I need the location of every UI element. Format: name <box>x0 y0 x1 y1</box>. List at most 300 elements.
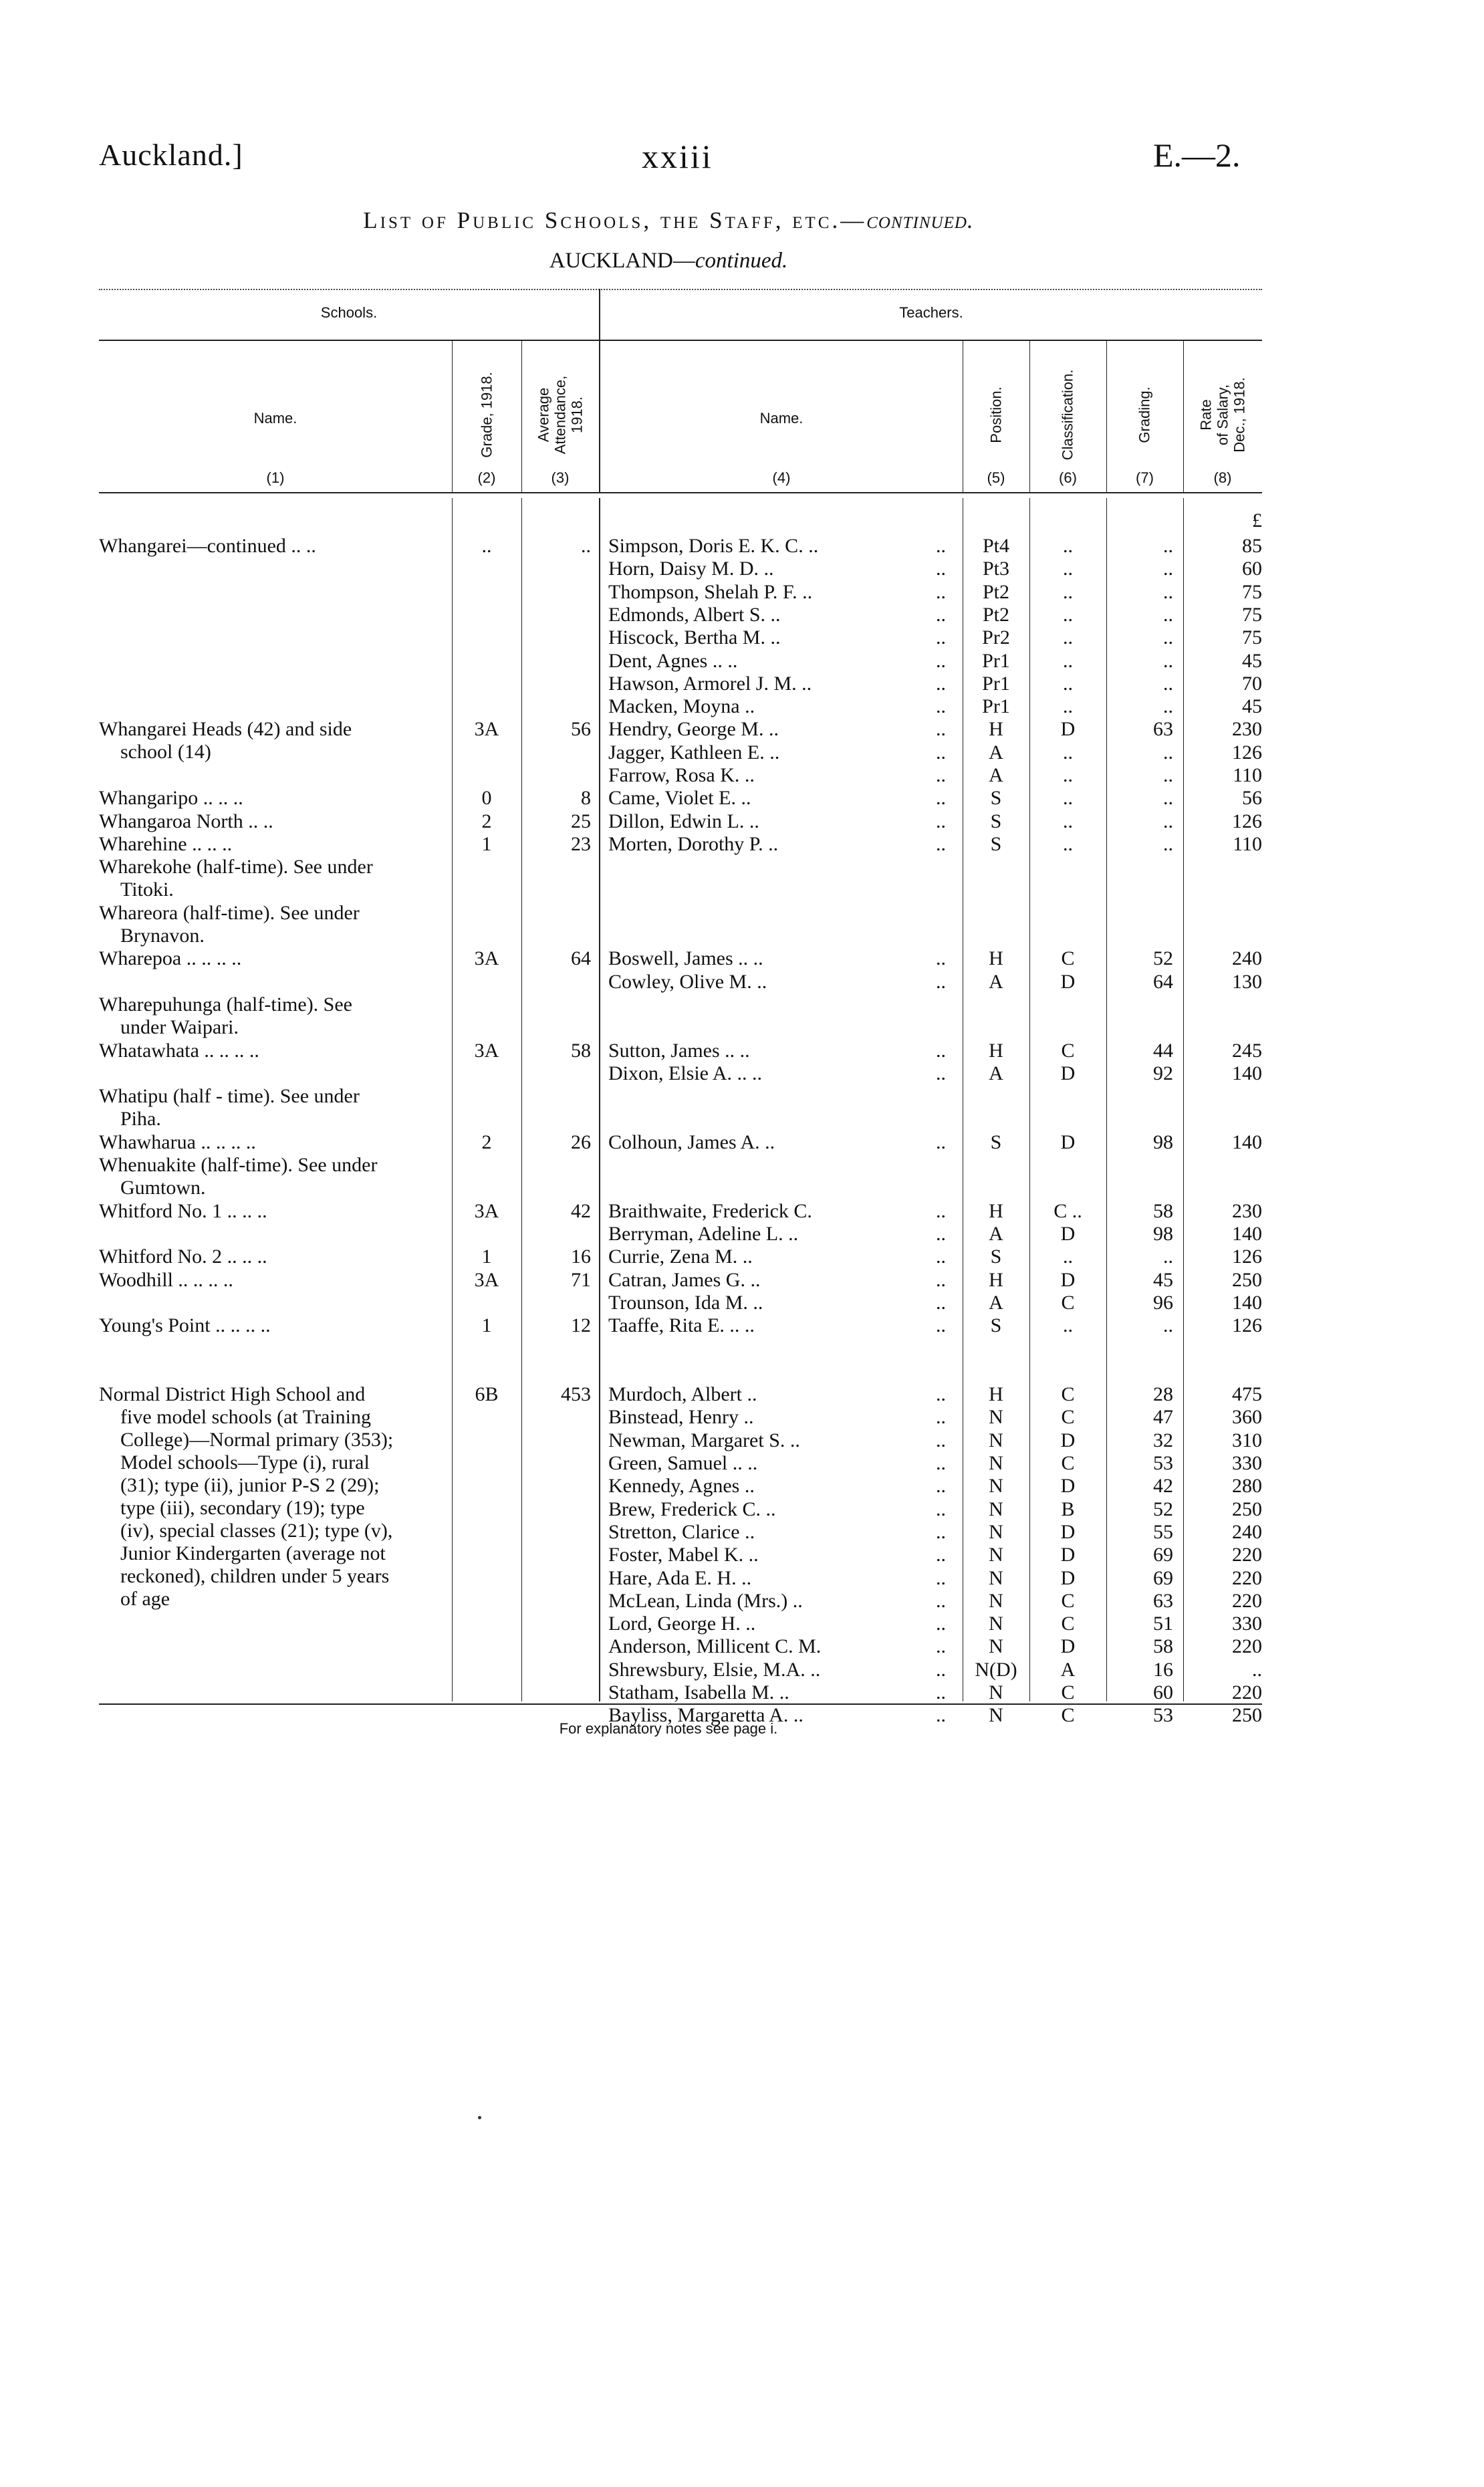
teacher-grading: 42 <box>1153 1475 1173 1498</box>
teacher-grading: 58 <box>1153 1635 1173 1658</box>
teacher-classification: D <box>1060 1062 1076 1084</box>
leader-dots: .. <box>936 1199 946 1222</box>
school-grade <box>452 1085 521 1108</box>
leader-dots: .. <box>936 1223 946 1245</box>
school-attendance: 8 <box>581 787 591 810</box>
teacher-name: Jagger, Kathleen E. .. <box>608 741 780 763</box>
col-number: (1) <box>266 469 285 486</box>
teacher-position: S <box>990 810 1002 832</box>
group-teachers: Teachers. <box>899 304 963 321</box>
teacher-salary: 126 <box>1232 1314 1262 1337</box>
school-name-line: reckoned), children under 5 years <box>120 1565 390 1588</box>
teacher-position: Pt2 <box>982 603 1010 626</box>
teacher-grading: 60 <box>1153 1681 1173 1703</box>
teacher-name: Hiscock, Bertha M. .. <box>608 626 781 649</box>
school-name-line: of age <box>120 1588 170 1611</box>
teacher-name: Thompson, Shelah P. F. .. <box>608 580 813 603</box>
page-title <box>0 207 1337 234</box>
teacher-classification: .. <box>1063 626 1073 649</box>
teacher-classification: .. <box>1063 764 1073 786</box>
teacher-row <box>0 1475 1262 1498</box>
teacher-position: A <box>989 970 1003 993</box>
teacher-position: N <box>989 1452 1003 1474</box>
teacher-classification: .. <box>1063 1314 1073 1337</box>
teacher-salary: 250 <box>1232 1704 1262 1727</box>
school-grade: 2 <box>481 1131 492 1153</box>
teacher-position: N(D) <box>975 1658 1017 1681</box>
school-attendance <box>521 1085 591 1108</box>
teacher-grading: .. <box>1163 1246 1173 1268</box>
leader-dots: .. <box>936 1566 946 1589</box>
teacher-row <box>0 1292 1262 1314</box>
teacher-classification: .. <box>1063 558 1073 580</box>
school-entry <box>99 1154 453 1199</box>
leader-dots: .. <box>936 1613 946 1635</box>
school-name-line: type (iii), secondary (19); type <box>120 1497 365 1520</box>
group-schools: Schools. <box>320 304 378 321</box>
school-grade <box>452 856 521 878</box>
teacher-name: Came, Violet E. .. <box>608 787 751 810</box>
school-name-line: Whawharua .. .. .. .. <box>99 1131 256 1153</box>
school-name-line: Wharepuhunga (half-time). See <box>99 993 352 1016</box>
teacher-position: Pr1 <box>982 649 1010 672</box>
school-name-line: Whitford No. 2 .. .. .. <box>99 1246 267 1268</box>
teacher-grading: .. <box>1163 1314 1173 1337</box>
school-name-line: Whangarei—continued .. .. <box>99 535 316 557</box>
teacher-row <box>0 1613 1262 1635</box>
teacher-name: Kennedy, Agnes .. <box>608 1475 755 1498</box>
teacher-classification: C <box>1061 1406 1075 1429</box>
title-continued: continued. <box>866 207 974 233</box>
teacher-name: Green, Samuel .. .. <box>608 1452 758 1474</box>
teacher-grading: .. <box>1163 535 1173 557</box>
leader-dots: .. <box>936 947 946 970</box>
school-name-line: Whatawhata .. .. .. .. <box>99 1039 259 1062</box>
teacher-name: Colhoun, James A. .. <box>608 1131 775 1153</box>
teacher-row <box>0 1200 1262 1223</box>
teacher-grading: .. <box>1163 832 1173 855</box>
teacher-position: N <box>989 1520 1003 1543</box>
teacher-position: Pr1 <box>982 695 1010 718</box>
teacher-salary: 230 <box>1232 718 1262 741</box>
teacher-name: Horn, Daisy M. D. .. <box>608 558 774 580</box>
teacher-position: H <box>989 1199 1003 1222</box>
teacher-row <box>0 604 1262 626</box>
teacher-classification: D <box>1060 1566 1076 1589</box>
teacher-classification: D <box>1060 1429 1076 1451</box>
teacher-classification: D <box>1060 1131 1076 1153</box>
col-number: (6) <box>1059 469 1077 486</box>
teacher-salary: 330 <box>1232 1452 1262 1474</box>
teacher-grading: 44 <box>1153 1039 1173 1062</box>
teacher-row <box>0 581 1262 604</box>
group-header-rule <box>99 340 1262 341</box>
teacher-position: S <box>990 832 1002 855</box>
teacher-salary: 126 <box>1232 1246 1262 1268</box>
teacher-salary: 126 <box>1232 741 1262 763</box>
school-name-line: Whangaripo .. .. .. <box>99 787 243 810</box>
school-name-line: (31); type (ii), junior P-S 2 (29); <box>120 1474 380 1497</box>
teacher-row <box>0 1246 1262 1268</box>
leader-dots: .. <box>936 1544 946 1566</box>
teacher-salary: 70 <box>1242 672 1262 695</box>
teacher-salary: 245 <box>1232 1039 1262 1062</box>
leader-dots: .. <box>936 695 946 718</box>
school-name-line: Whatipu (half - time). See under <box>99 1085 360 1108</box>
school-entry <box>99 902 453 947</box>
page-number: xxiii <box>642 138 713 175</box>
teacher-name: Lord, George H. .. <box>608 1613 756 1635</box>
teacher-row <box>0 810 1262 833</box>
teacher-name: Newman, Margaret S. .. <box>608 1429 800 1451</box>
school-name-line: Whangarei Heads (42) and side <box>99 718 352 741</box>
teacher-salary: 45 <box>1242 695 1262 718</box>
col-header-attendance <box>535 348 586 482</box>
teacher-row <box>0 1567 1262 1590</box>
teacher-row <box>0 1062 1262 1085</box>
school-attendance: 16 <box>571 1246 591 1268</box>
teacher-salary: 220 <box>1232 1589 1262 1612</box>
teacher-name: Dent, Agnes .. .. <box>608 649 738 672</box>
col-number: (7) <box>1136 469 1154 486</box>
teacher-salary: 130 <box>1232 970 1262 993</box>
leader-dots: .. <box>936 1475 946 1498</box>
teacher-row <box>0 1314 1262 1337</box>
school-name-line: Piha. <box>120 1108 161 1131</box>
leader-dots: .. <box>936 787 946 810</box>
teacher-name: Dillon, Edwin L. .. <box>608 810 759 832</box>
teacher-name: Hare, Ada E. H. .. <box>608 1566 752 1589</box>
teacher-salary: 360 <box>1232 1406 1262 1429</box>
leader-dots: .. <box>936 580 946 603</box>
teacher-classification: .. <box>1063 695 1073 718</box>
leader-dots: .. <box>936 832 946 855</box>
school-grade: 2 <box>481 810 492 832</box>
school-grade: 1 <box>481 1246 492 1268</box>
school-attendance <box>521 856 591 878</box>
teacher-row <box>0 1498 1262 1521</box>
teacher-name: Braithwaite, Frederick C. <box>608 1199 812 1222</box>
school-entry <box>99 993 453 1039</box>
teacher-salary: 240 <box>1232 947 1262 970</box>
teacher-classification: C <box>1061 947 1075 970</box>
leader-dots: .. <box>936 1498 946 1520</box>
school-name-line: Normal District High School and <box>99 1383 366 1406</box>
leader-dots: .. <box>936 603 946 626</box>
teacher-grading: .. <box>1163 626 1173 649</box>
teacher-position: Pr2 <box>982 626 1010 649</box>
teacher-row <box>0 787 1262 810</box>
leader-dots: .. <box>936 1406 946 1429</box>
teacher-position: Pt4 <box>982 535 1010 557</box>
teacher-position: S <box>990 1131 1002 1153</box>
col-header-salary <box>1198 348 1248 482</box>
teacher-position: H <box>989 947 1003 970</box>
school-grade: 3A <box>474 1039 499 1062</box>
teacher-classification: C <box>1061 1039 1075 1062</box>
teacher-row <box>0 650 1262 673</box>
teacher-row <box>0 558 1262 580</box>
school-grade: .. <box>481 535 492 557</box>
teacher-position: N <box>989 1635 1003 1658</box>
teacher-position: A <box>989 1291 1003 1314</box>
teacher-row <box>0 1659 1262 1681</box>
teacher-salary: 240 <box>1232 1520 1262 1543</box>
teacher-row <box>0 971 1262 993</box>
teacher-classification: .. <box>1063 672 1073 695</box>
col-header-name: Name. <box>253 410 297 427</box>
teacher-row <box>0 1635 1262 1658</box>
teacher-salary: 475 <box>1232 1383 1262 1406</box>
teacher-grading: 69 <box>1153 1566 1173 1589</box>
leader-dots: .. <box>936 1658 946 1681</box>
teacher-grading: 51 <box>1153 1613 1173 1635</box>
teacher-row <box>0 1383 1262 1406</box>
school-attendance: 25 <box>571 810 591 832</box>
teacher-row <box>0 535 1262 558</box>
teacher-position: Pt2 <box>982 580 1010 603</box>
teacher-classification: .. <box>1063 832 1073 855</box>
teacher-salary: 110 <box>1233 832 1262 855</box>
teacher-classification: A <box>1060 1658 1076 1681</box>
leader-dots: .. <box>936 558 946 580</box>
teacher-name: Catran, James G. .. <box>608 1268 761 1291</box>
teacher-name: Hendry, George M. .. <box>608 718 779 741</box>
school-name-line: Wharepoa .. .. .. .. <box>99 947 242 970</box>
teacher-salary: 75 <box>1242 603 1262 626</box>
footnote: For explanatory notes see page i. <box>559 1720 778 1737</box>
school-attendance: 12 <box>571 1314 591 1337</box>
teacher-name: Currie, Zena M. .. <box>608 1246 753 1268</box>
teacher-grading: .. <box>1163 603 1173 626</box>
teacher-row <box>0 833 1262 856</box>
teacher-classification: .. <box>1063 741 1073 763</box>
teacher-grading: .. <box>1163 558 1173 580</box>
teacher-name: Murdoch, Albert .. <box>608 1383 757 1406</box>
school-name-line: Whangaroa North .. .. <box>99 810 273 832</box>
leader-dots: .. <box>936 1291 946 1314</box>
teacher-grading: 63 <box>1153 718 1173 741</box>
teacher-name: Berryman, Adeline L. .. <box>608 1223 799 1245</box>
subtitle-region: AUCKLAND— <box>549 249 695 273</box>
teacher-classification: D <box>1060 718 1076 741</box>
leader-dots: .. <box>936 1681 946 1703</box>
teacher-grading: .. <box>1163 787 1173 810</box>
leader-dots: .. <box>936 1704 946 1727</box>
leader-dots: .. <box>936 1429 946 1451</box>
teacher-name: Foster, Mabel K. .. <box>608 1544 759 1566</box>
teacher-salary: 250 <box>1232 1268 1262 1291</box>
teacher-name: Morten, Dorothy P. .. <box>608 832 779 855</box>
section-title <box>0 249 1337 273</box>
leader-dots: .. <box>936 1452 946 1474</box>
teacher-salary: 330 <box>1232 1613 1262 1635</box>
school-name-line: Whitford No. 1 .. .. .. <box>99 1199 267 1222</box>
teacher-grading: 16 <box>1153 1658 1173 1681</box>
school-name-line: Wharekohe (half-time). See under <box>99 856 373 878</box>
teacher-grading: .. <box>1163 649 1173 672</box>
school-grade: 1 <box>481 832 492 855</box>
teacher-name: Trounson, Ida M. .. <box>608 1291 763 1314</box>
teacher-classification: C .. <box>1054 1199 1082 1222</box>
school-name-line: Woodhill .. .. .. .. <box>99 1268 233 1291</box>
col-header-position: Position. <box>987 386 1005 443</box>
school-name-line: (iv), special classes (21); type (v), <box>120 1520 393 1542</box>
teacher-name: Hawson, Armorel J. M. .. <box>608 672 812 695</box>
teacher-name: Sutton, James .. .. <box>608 1039 750 1062</box>
teacher-salary: 60 <box>1242 558 1262 580</box>
teacher-name: Statham, Isabella M. .. <box>608 1681 789 1703</box>
teacher-salary: 75 <box>1242 626 1262 649</box>
teacher-classification: D <box>1060 1268 1076 1291</box>
school-attendance: 42 <box>571 1199 591 1222</box>
teacher-salary: 220 <box>1232 1635 1262 1658</box>
teacher-classification: C <box>1061 1613 1075 1635</box>
teacher-grading: 69 <box>1153 1544 1173 1566</box>
leader-dots: .. <box>936 1383 946 1406</box>
leader-dots: .. <box>936 1062 946 1084</box>
teacher-name: Brew, Frederick C. .. <box>608 1498 776 1520</box>
teacher-position: N <box>989 1475 1003 1498</box>
school-entry <box>99 1085 453 1131</box>
teacher-grading: 52 <box>1153 1498 1173 1520</box>
teacher-grading: .. <box>1163 810 1173 832</box>
teacher-salary: 250 <box>1232 1498 1262 1520</box>
teacher-grading: 92 <box>1153 1062 1173 1084</box>
teacher-classification: D <box>1060 1223 1076 1245</box>
teacher-grading: 53 <box>1153 1704 1173 1727</box>
col-header-salary-line3: Dec., 1918. <box>1231 377 1248 453</box>
leader-dots: .. <box>936 764 946 786</box>
teacher-name: Stretton, Clarice .. <box>608 1520 755 1543</box>
school-name-line: school (14) <box>120 741 211 763</box>
teacher-name: Simpson, Doris E. K. C. .. <box>608 535 819 557</box>
teacher-row <box>0 1131 1262 1154</box>
col-header-grade: Grade, 1918. <box>478 372 495 458</box>
teacher-name: Shrewsbury, Elsie, M.A. .. <box>608 1658 821 1681</box>
teacher-name: Bayliss, Margaretta A. .. <box>608 1704 803 1727</box>
teacher-salary: 85 <box>1242 535 1262 557</box>
teacher-salary: 140 <box>1232 1291 1262 1314</box>
teacher-position: S <box>990 1246 1002 1268</box>
teacher-position: H <box>989 1383 1003 1406</box>
col-header-teacher-name: Name. <box>759 410 803 427</box>
school-grade: 6B <box>475 1383 499 1406</box>
teacher-salary: 310 <box>1232 1429 1262 1451</box>
school-attendance: 453 <box>561 1383 591 1406</box>
teacher-grading: 98 <box>1153 1223 1173 1245</box>
stray-dot <box>478 2116 481 2119</box>
col-header-salary-line1: Rate <box>1197 399 1215 431</box>
school-name-line: Model schools—Type (i), rural <box>120 1451 370 1474</box>
school-name-line: Titoki. <box>120 878 174 901</box>
col-header-attendance-line1: Average <box>535 387 552 443</box>
school-grade: 3A <box>474 1199 499 1222</box>
school-name-line: Gumtown. <box>120 1177 206 1199</box>
teacher-grading: 64 <box>1153 970 1173 993</box>
teacher-classification: C <box>1061 1681 1075 1703</box>
leader-dots: .. <box>936 1131 946 1153</box>
teacher-grading: 28 <box>1153 1383 1173 1406</box>
teacher-salary: 56 <box>1242 787 1262 810</box>
teacher-position: A <box>989 1062 1003 1084</box>
teacher-classification: C <box>1061 1383 1075 1406</box>
teacher-salary: 220 <box>1232 1681 1262 1703</box>
teacher-classification: C <box>1061 1452 1075 1474</box>
teacher-row <box>0 1429 1262 1452</box>
school-grade <box>452 1154 521 1177</box>
teacher-grading: .. <box>1163 741 1173 763</box>
leader-dots: .. <box>936 672 946 695</box>
teacher-classification: D <box>1060 1520 1076 1543</box>
school-attendance <box>521 993 591 1016</box>
school-attendance: 64 <box>571 947 591 970</box>
table-top-rule <box>99 289 1262 290</box>
school-attendance: 23 <box>571 832 591 855</box>
school-grade: 1 <box>481 1314 492 1337</box>
leader-dots: .. <box>936 810 946 832</box>
teacher-salary: 230 <box>1232 1199 1262 1222</box>
teacher-grading: 63 <box>1153 1589 1173 1612</box>
school-name-line: Whareora (half-time). See under <box>99 901 360 924</box>
school-attendance: 56 <box>571 718 591 741</box>
teacher-salary: 280 <box>1232 1475 1262 1498</box>
teacher-position: H <box>989 1039 1003 1062</box>
teacher-name: Edmonds, Albert S. .. <box>608 603 781 626</box>
teacher-position: N <box>989 1681 1003 1703</box>
title-main: List of Public Schools, the Staff, etc.— <box>363 207 867 233</box>
teacher-name: McLean, Linda (Mrs.) .. <box>608 1589 803 1612</box>
currency-symbol: £ <box>1252 509 1262 531</box>
teacher-position: N <box>989 1544 1003 1566</box>
teacher-row <box>0 1040 1262 1062</box>
teacher-salary: 75 <box>1242 580 1262 603</box>
leader-dots: .. <box>936 626 946 649</box>
teacher-name: Macken, Moyna .. <box>608 695 755 718</box>
teacher-grading: 96 <box>1153 1291 1173 1314</box>
teacher-grading: 45 <box>1153 1268 1173 1291</box>
leader-dots: .. <box>936 1589 946 1612</box>
school-entry <box>99 856 453 901</box>
school-name-line: Wharehine .. .. .. <box>99 832 233 855</box>
leader-dots: .. <box>936 741 946 763</box>
col-number: (3) <box>551 469 570 486</box>
teacher-salary: 140 <box>1232 1223 1262 1245</box>
col-number: (5) <box>987 469 1005 486</box>
teacher-classification: D <box>1060 1475 1076 1498</box>
teacher-grading: .. <box>1163 695 1173 718</box>
teacher-position: N <box>989 1406 1003 1429</box>
teacher-grading: .. <box>1163 580 1173 603</box>
teacher-row <box>0 947 1262 970</box>
teacher-name: Boswell, James .. .. <box>608 947 763 970</box>
teacher-position: N <box>989 1589 1003 1612</box>
school-name-line: under Waipari. <box>120 1016 239 1038</box>
school-grade: 3A <box>474 1268 499 1291</box>
teacher-salary: 110 <box>1233 764 1262 786</box>
leader-dots: .. <box>936 970 946 993</box>
teacher-salary: 126 <box>1232 810 1262 832</box>
teacher-row <box>0 1406 1262 1429</box>
teacher-row <box>0 695 1262 718</box>
teacher-name: Dixon, Elsie A. .. .. <box>608 1062 762 1084</box>
teacher-name: Binstead, Henry .. <box>608 1406 754 1429</box>
teacher-grading: 58 <box>1153 1199 1173 1222</box>
teacher-classification: C <box>1061 1291 1075 1314</box>
teacher-salary: 220 <box>1232 1544 1262 1566</box>
col-header-attendance-line2: Attendance, <box>551 375 569 455</box>
teacher-row <box>0 741 1262 764</box>
